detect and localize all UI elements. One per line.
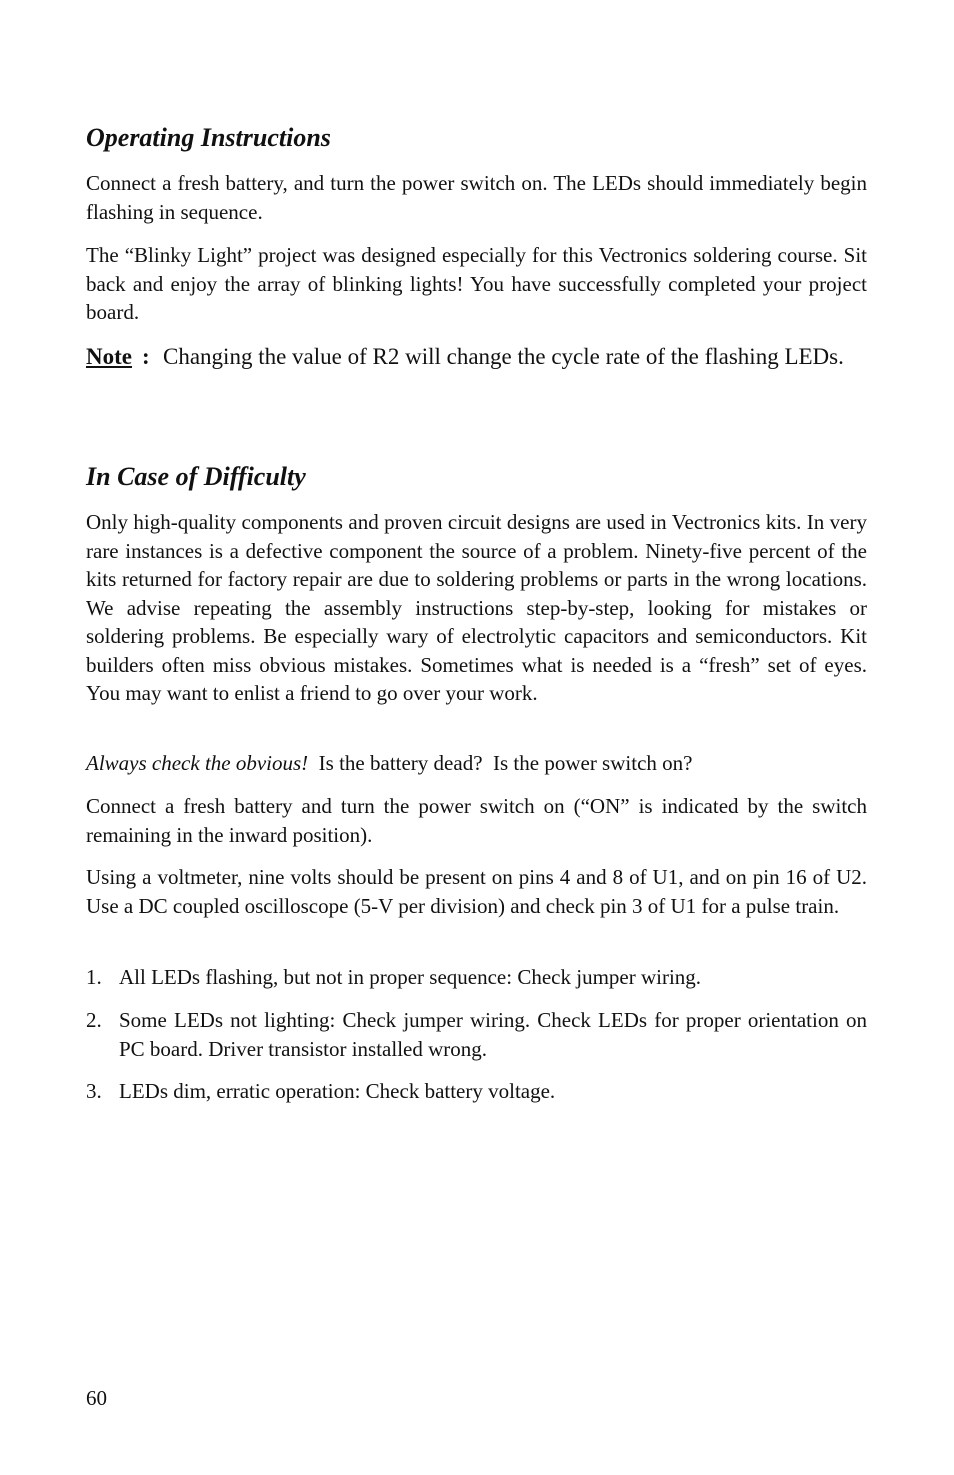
note-text: Changing the value of R2 will change the cycle rate of the flashing LEDs. [163,344,844,369]
difficulty-paragraph-1: Only high-quality components and proven circuit designs are used in Vectronics kits. In very rare instances is a defective component the source of a problem. Ninety-five percent of the kits returned for factory repair are due to soldering problems or parts in the wrong locations. We advise repeating the assembly instructions step-by-step, looking for mistakes or soldering problems. Be especially wary of electrolytic capacitors and semiconductors. Kit builders often miss obvious mistakes. Sometimes what is needed is a “fresh” set of eyes. You may want to enlist a friend to go over your work. [86,510,867,705]
list-number: 3. [86,1079,102,1103]
list-text: All LEDs flashing, but not in proper sequence: Check jumper wiring. [119,965,702,989]
page-number: 60 [86,1386,107,1410]
difficulty-paragraph-3: Connect a fresh battery and turn the power switch on (“ON” is indicated by the switch remaining in the inward position). [86,794,867,847]
list-number: 1. [86,965,102,989]
note-label: Note [86,344,132,369]
operating-instructions-heading: Operating Instructions [86,123,331,152]
list-text: LEDs dim, erratic operation: Check battery voltage. [119,1079,556,1103]
list-number: 2. [86,1008,102,1032]
operating-paragraph-1: Connect a fresh battery, and turn the power switch on. The LEDs should immediately begin flashing in sequence. [86,171,867,224]
difficulty-heading: In Case of Difficulty [86,462,306,491]
check-obvious-text: Always check the obvious! [86,751,309,775]
difficulty-paragraph-4: Using a voltmeter, nine volts should be present on pins 4 and 8 of U1, and on pin 16 of U2. Use a DC coupled oscilloscope (5-V per division) and check pin 3 of U1 for a pulse train. [86,865,867,918]
difficulty-paragraph-2 [86,749,867,778]
list-text: Some LEDs not lighting: Check jumper wiring. Check LEDs for proper orientation on PC board. Driver transistor installed wrong. [119,1008,867,1061]
note-colon: : [142,344,150,369]
battery-question-text: Is the battery dead? Is the power switch on? [308,751,693,775]
operating-paragraph-2: The “Blinky Light” project was designed especially for this Vectronics soldering course. Sit back and enjoy the array of blinking lights! You have successfully completed your project board. [86,243,867,324]
